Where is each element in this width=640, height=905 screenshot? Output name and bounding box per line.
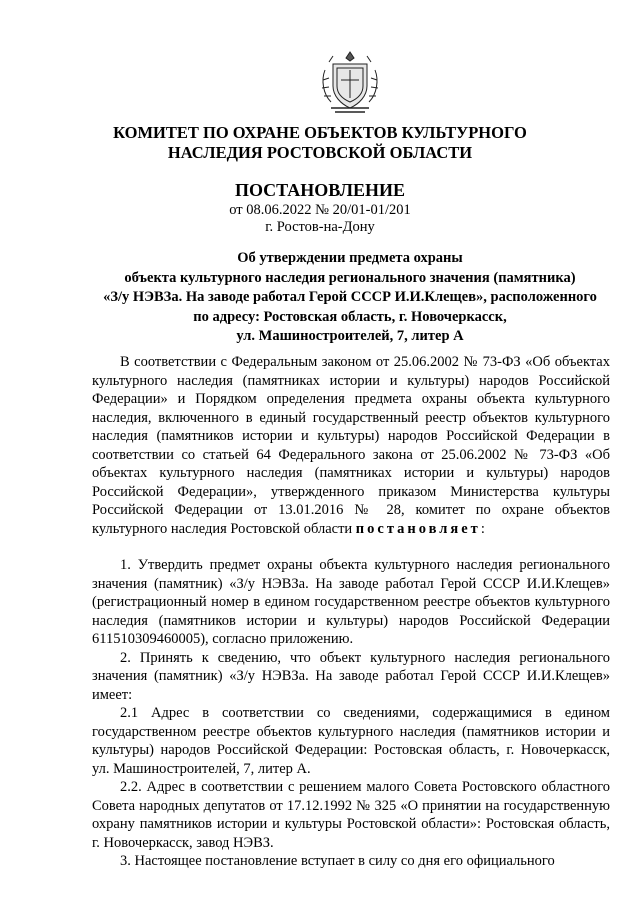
document-city: г. Ростов-на-Дону	[265, 219, 375, 235]
item-2-2: 2.2. Адрес в соответствии с решением малого Совета Ростовского областного Совета народных депутатов от 17.12.1992 № 325 «О принятии на государственную охрану памятников истории и культуры Ростовской области»: Ростовская область, г. Новочеркасск, завод НЭВЗ.	[92, 779, 610, 851]
item-2: 2. Принять к сведению, что объект культурного наследия регионального значения (памятник) «З/у НЭВЗа. На заводе работал Герой СССР И.И.Клещев» имеет:	[92, 649, 610, 703]
decree-word: постановляет	[355, 520, 481, 537]
coat-of-arms-icon	[319, 50, 381, 116]
subject-line2: объекта культурного наследия регионального значения (памятника)	[124, 269, 576, 286]
document-subject	[90, 249, 610, 347]
preamble-text: В соответствии с Федеральным законом от 25.06.2002 № 73-ФЗ «Об объектах культурного наследия (памятниках истории и культуры) народов Российской Федерации» и Порядком определения предмета охраны объекта культурного наследия, включенного в единый государственный реестр объектов культурного наследия (памятников истории и культуры) народов Российской Федерации в соответствии со статьей 64 Федерального закона от 25.06.2002 № 73-ФЗ «Об объектах культурного наследия (памятниках истории и культуры) народов Российской Федерации», утвержденного приказом Министерства культуры Российской Федерации от 13.01.2016 № 28, комитет по охране объектов культурного наследия Ростовской области	[92, 354, 610, 537]
committee-title	[40, 123, 600, 163]
subject-line5: ул. Машиностроителей, 7, литер А	[236, 328, 464, 344]
item-1: 1. Утвердить предмет охраны объекта культурного наследия регионального значения (памятник) «З/у НЭВЗа. На заводе работал Герой СССР И.И.Клещев» (регистрационный номер в едином государственном реестре объектов культурного наследия (памятников истории и культуры) народов Российской Федерации 611510309460005), согласно приложению.	[92, 557, 610, 647]
document-body	[92, 353, 610, 871]
subject-line1: Об утверждении предмета охраны	[237, 250, 463, 266]
decree-colon: :	[480, 520, 485, 537]
committee-title-line1: КОМИТЕТ ПО ОХРАНЕ ОБЪЕКТОВ КУЛЬТУРНОГО	[113, 123, 527, 142]
preamble-paragraph	[92, 353, 610, 538]
committee-title-line2: НАСЛЕДИЯ РОСТОВСКОЙ ОБЛАСТИ	[167, 143, 473, 162]
item-2-1: 2.1 Адрес в соответствии со сведениями, содержащимися в едином государственном реестре объектов культурного наследия (памятников истории и культуры) народов Российской Федерации: Ростовская область, г. Новочеркасск, ул. Машиностроителей, 7, литер А.	[92, 705, 610, 777]
item-3: 3. Настоящее постановление вступает в силу со дня его официального	[120, 853, 555, 869]
document-number: от 08.06.2022 № 20/01-01/201	[229, 202, 411, 218]
subject-line3: «З/у НЭВЗа. На заводе работал Герой СССР И.И.Клещев», расположенного	[103, 289, 597, 305]
document-type: ПОСТАНОВЛЕНИЕ	[234, 180, 406, 200]
subject-line4: по адресу: Ростовская область, г. Новочеркасск,	[193, 308, 507, 325]
